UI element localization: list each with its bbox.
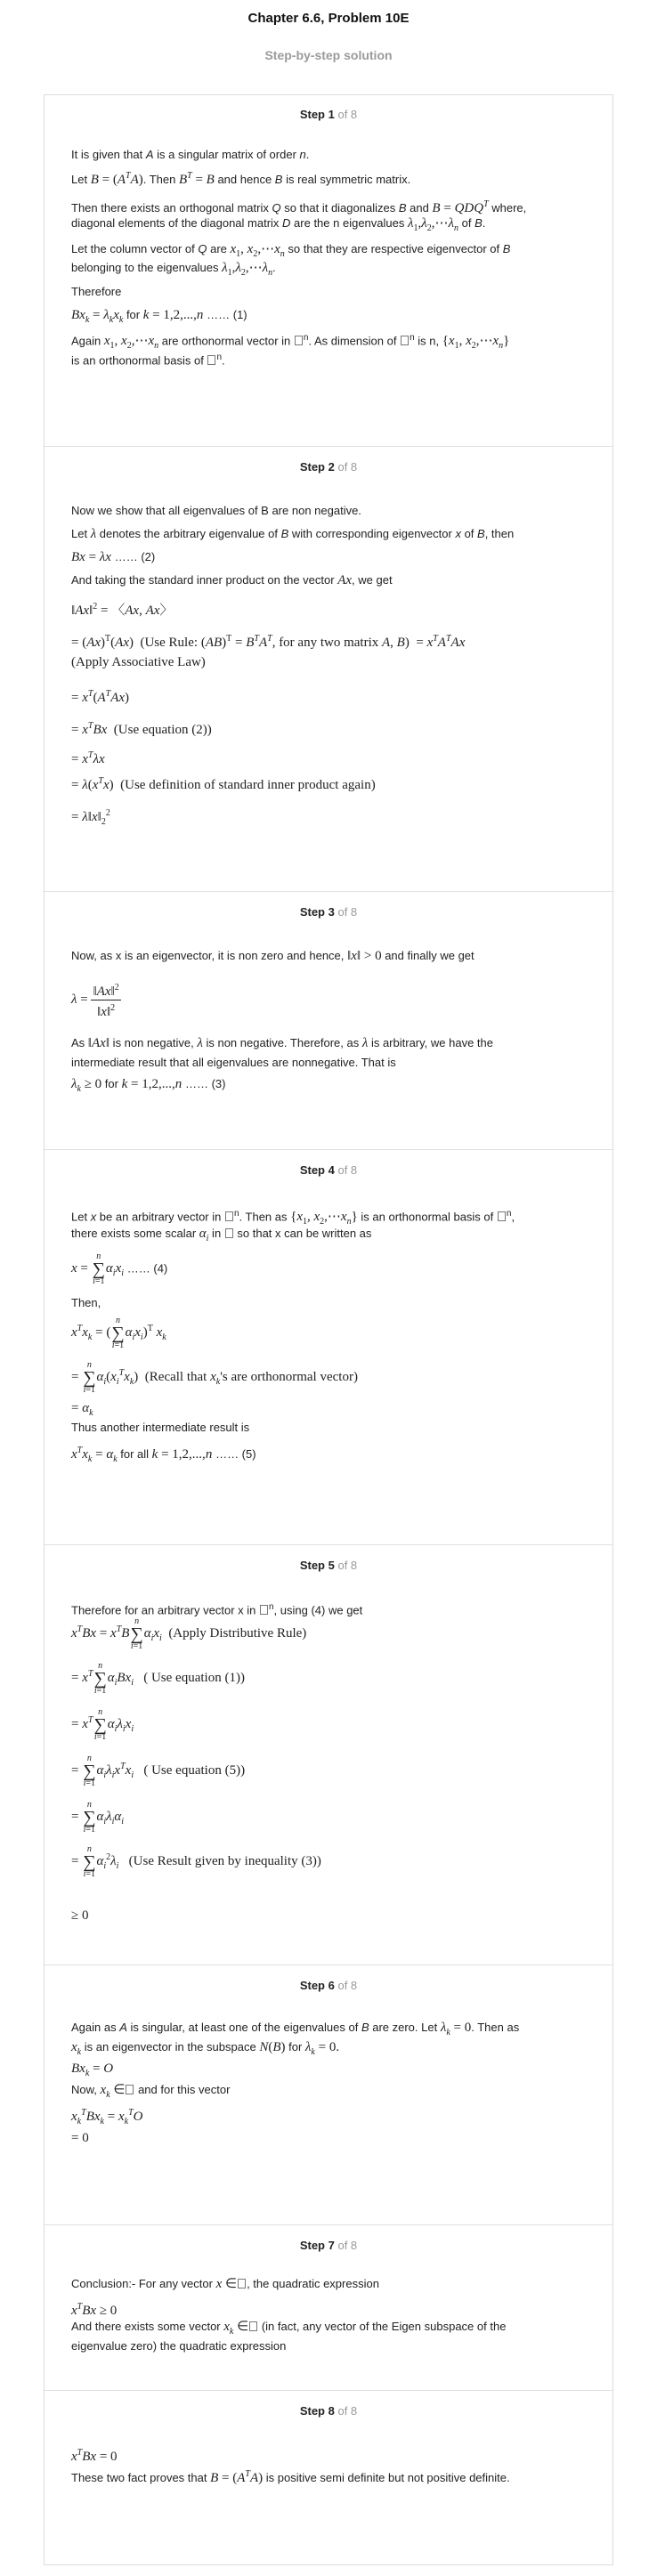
step-divider: [45, 2390, 612, 2391]
math-line: = $(Ax)^T(Ax)$ (Use Rule: $(AB)^T = B^TA^T$, for any two matrix A, $B) = x^TA^TAx$: [71, 634, 466, 650]
math-line: $x^TBx \ge 0$: [71, 2302, 118, 2318]
step-6-line: $x_k$ is an eigenvector in the subspace N(B) for $\lambda_k = 0$.: [71, 2040, 340, 2057]
math-line: = $x^Tn$ ∑ $i=1\alpha_iBx_i$ ( Use equation (1)): [71, 1661, 245, 1696]
real-set-icon: [295, 336, 303, 345]
real-set-icon: [401, 336, 409, 345]
step-7-line: eigenvalue zero) the quadratic expression: [71, 2339, 287, 2353]
equation-5: $x^Tx_k = \alpha_k$ for all k = 1,2,...,n …… (5): [71, 1446, 256, 1464]
real-set-icon: [225, 1211, 233, 1221]
step-1-line: belonging to the eigenvalues $\lambda_1,\lambda_2,\cdots\lambda_n$.: [71, 261, 276, 278]
step-divider: [45, 1544, 612, 1545]
math-line: ‖Ax‖$^2$ = 〈Ax, Ax〉: [71, 602, 174, 618]
step-1-line: Then there exists an orthogonal matrix Q so that it diagonalizes B and $B = QDQ^T$ where,: [71, 199, 527, 215]
math-line: (Apply Associative Law): [71, 655, 206, 669]
solution-card: [44, 94, 613, 2565]
math-line: = $x^T(A^TAx)$: [71, 689, 130, 705]
real-set-icon: [126, 2085, 134, 2094]
step-6-line: Again as A is singular, at least one of the eigenvalues of B are zero. Let $\lambda_k = 0$. Then as: [71, 2021, 520, 2037]
step-4-line: Thus another intermediate result is: [71, 1421, 250, 1434]
step-1-line: is an orthonormal basis of $^n$.: [71, 352, 225, 368]
step-divider: [45, 446, 612, 447]
math-line: = $x^T\lambda x$: [71, 750, 105, 766]
math-line: = n ∑ $i=1\alpha_i\lambda_i\alpha_i$: [71, 1800, 125, 1835]
math-line: $x^Tx_k = (n$ ∑ $i=1\alpha_ix_i)^T$ $x_k$: [71, 1316, 166, 1350]
step-5-header: Step 5 of 8: [299, 1559, 358, 1572]
step-1-line: Let the column vector of Q are $x_1$, $x_2,\cdots x_n$ so that they are respective eigenvector of B: [71, 242, 511, 259]
step-6-header: Step 6 of 8: [299, 1979, 358, 1992]
step-1-line: Therefore: [71, 285, 122, 298]
math-line: = $x^Tn$ ∑ $i=1\alpha_i\lambda_ix_i$: [71, 1707, 134, 1742]
page-title: Chapter 6.6, Problem 10E: [247, 11, 410, 26]
step-1-line: Again $x_1$, $x_2,\cdots x_n$ are orthonormal vector in $^n$. As dimension of $^n$ is n, {$x_1$, $x_2,\cdots x_n$}: [71, 333, 510, 352]
math-line: = n ∑ $i=1\alpha_i\lambda_ix^Tx_i$ ( Use equation (5)): [71, 1754, 246, 1788]
step-1-line: diagonal elements of the diagonal matrix D are the n eigenvalues $\lambda_1,\lambda_2,\cdots\lambda_n$ of B.: [71, 216, 486, 233]
step-4-line: Let x be an arbitrary vector in $^n$. Then as {$x_1$, $x_2,\cdots x_n$} is an orthonormal basis of $^n$,: [71, 1209, 515, 1227]
step-7-header: Step 7 of 8: [299, 2239, 358, 2252]
real-set-icon: [260, 1605, 268, 1615]
step-3-header: Step 3 of 8: [299, 905, 358, 919]
step-7-line: Conclusion:- For any vector x ∈ , the quadratic expression: [71, 2277, 379, 2291]
step-divider: [45, 891, 612, 892]
step-1-header: Step 1 of 8: [299, 108, 358, 121]
step-4-line: there exists some scalar $\alpha_i$ in so that x can be written as: [71, 1227, 372, 1243]
math-line: $x^TBx = 0$: [71, 2448, 118, 2464]
step-6-line: Now, $x_k$ ∈ and for this vector: [71, 2083, 231, 2100]
step-8-line: These two fact proves that $B = (A^TA)$ is positive semi definite but not positive definite.: [71, 2469, 510, 2485]
real-set-icon: [249, 2321, 257, 2331]
equation-4: x = n ∑ $i=1\alpha_ix_i$ …… (4): [71, 1252, 168, 1286]
equation-3: $\lambda_k \ge 0$ for k = 1,2,...,n …… (3): [71, 1077, 226, 1094]
real-set-icon: [207, 355, 215, 365]
math-line: = $x^TBx$ (Use equation (2)): [71, 721, 212, 737]
step-4-line: Then,: [71, 1296, 101, 1309]
step-7-line: And there exists some vector $x_k$ ∈ (in fact, any vector of the Eigen subspace of the: [71, 2320, 507, 2337]
step-divider: [45, 1964, 612, 1965]
step-8-header: Step 8 of 8: [299, 2404, 358, 2418]
step-2-line: Now we show that all eigenvalues of B are non negative.: [71, 504, 361, 517]
math-line: ≥ 0: [71, 1908, 89, 1923]
math-line: = $\lambda‖x‖_2^2$: [71, 808, 110, 827]
step-2-line: And taking the standard inner product on the vector Ax, we get: [71, 573, 393, 587]
real-set-icon: [225, 1228, 233, 1238]
math-line: $x^TBx = x^TBn$ ∑ $i=1\alpha_ix_i$ (Apply Distributive Rule): [71, 1616, 307, 1651]
real-set-icon: [498, 1211, 506, 1221]
math-line: = 0: [71, 2131, 89, 2145]
step-2-header: Step 2 of 8: [299, 460, 358, 474]
math-line: = $\lambda(x^Tx)$ (Use definition of standard inner product again): [71, 776, 376, 792]
step-2-line: Let λ denotes the arbitrary eigenvalue of B with corresponding eigenvector x of B, then: [71, 527, 515, 541]
math-line: $Bx_k = O$: [71, 2062, 114, 2078]
math-line: = n ∑ $i=1\alpha_i(x_i^Tx_k)$ (Recall that $x_k's$ are orthonormal vector): [71, 1360, 358, 1395]
math-line: = n ∑ $i=1\alpha_i^2\lambda_i$ (Use Result given by inequality (3)): [71, 1844, 321, 1879]
math-line: λ = $\frac{‖Ax‖^2}{‖x‖^2}$: [71, 980, 588, 1021]
step-5-line: Therefore for an arbitrary vector x in $^n$, using (4) we get: [71, 1602, 363, 1617]
step-1-line: It is given that A is a singular matrix of order n.: [71, 148, 310, 161]
step-1-line: Let $B = (A^TA)$. Then $B^T = B$ and hence B is real symmetric matrix.: [71, 171, 411, 187]
equation-1: $Bx_k = \lambda_kx_k$ for k = 1,2,...,n …… (1): [71, 308, 247, 325]
step-3-line: As ‖Ax‖ is non negative, λ is non negative. Therefore, as λ is arbitrary, we have the: [71, 1036, 493, 1050]
math-line: = $\alpha_k$: [71, 1401, 93, 1418]
step-3-line: Now, as x is an eigenvector, it is non zero and hence, ‖x‖ > 0 and finally we get: [71, 949, 474, 963]
math-line: $x_k^TBx_k = x_k^TO$: [71, 2108, 143, 2126]
page-subtitle: Step-by-step solution: [264, 48, 393, 62]
step-4-header: Step 4 of 8: [299, 1163, 358, 1177]
real-set-icon: [238, 2279, 246, 2288]
step-divider: [45, 2224, 612, 2225]
step-3-line: intermediate result that all eigenvalues are nonnegative. That is: [71, 1056, 396, 1069]
step-divider: [45, 1149, 612, 1150]
equation-2: Bx = λx …… (2): [71, 550, 156, 564]
